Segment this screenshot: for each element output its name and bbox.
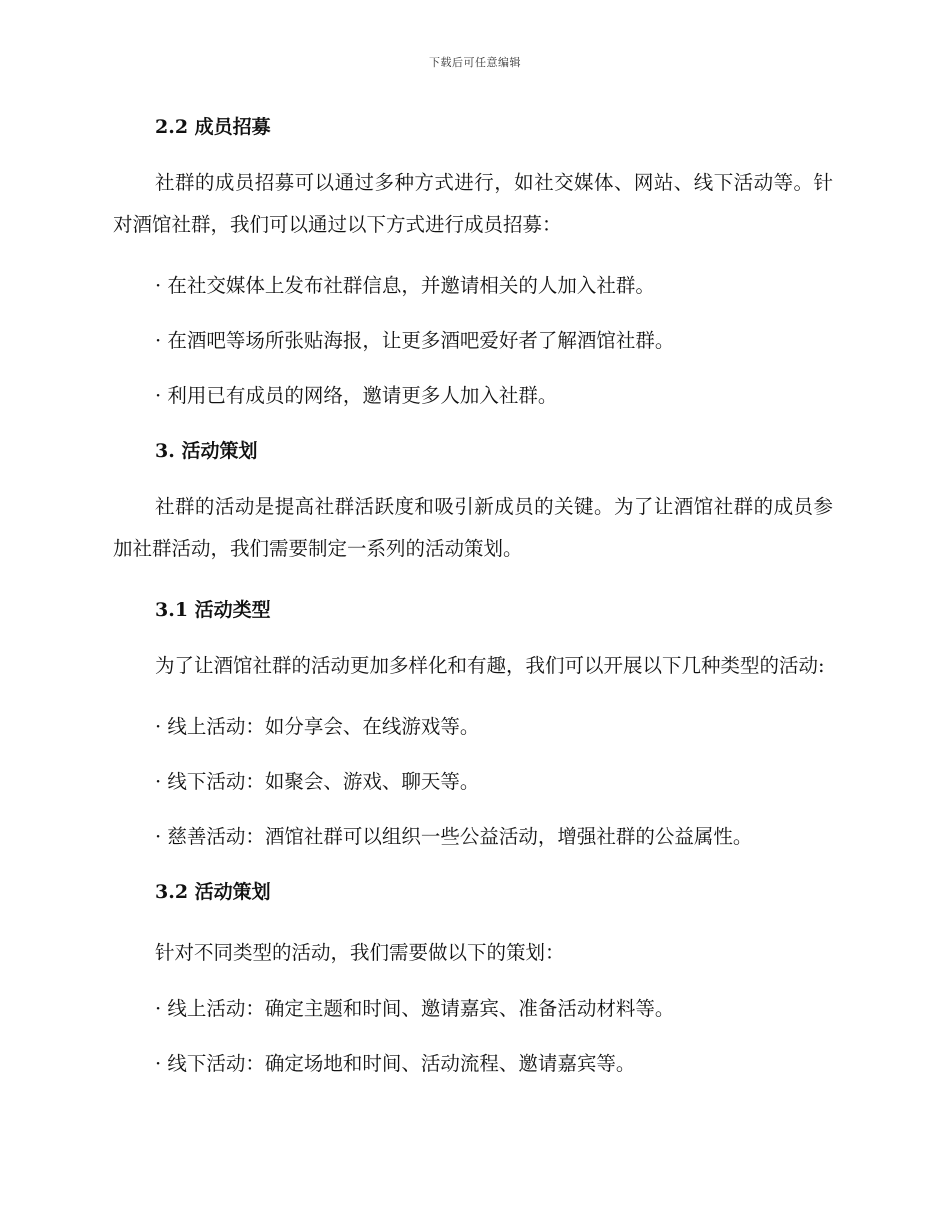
bullet-item: · 线下活动：确定场地和时间、活动流程、邀请嘉宾等。 (155, 1052, 636, 1075)
page-header-note: 下载后可任意编辑 (429, 56, 521, 69)
bullet-item: · 在酒吧等场所张贴海报，让更多酒吧爱好者了解酒馆社群。 (155, 329, 675, 352)
section-heading-3-2: 3.2 活动策划 (155, 881, 271, 903)
section-heading-2-2: 2.2 成员招募 (155, 116, 271, 138)
paragraph-activity-types: 为了让酒馆社群的活动更加多样化和有趣，我们可以开展以下几种类型的活动: (155, 654, 825, 677)
bullet-item: · 利用已有成员的网络，邀请更多人加入社群。 (155, 384, 558, 407)
bullet-item: · 在社交媒体上发布社群信息，并邀请相关的人加入社群。 (155, 274, 655, 297)
bullet-item: · 线上活动：如分享会、在线游戏等。 (155, 715, 480, 738)
bullet-item: · 线上活动：确定主题和时间、邀请嘉宾、准备活动材料等。 (155, 997, 675, 1020)
section-heading-3: 3. 活动策划 (155, 440, 258, 462)
section-heading-3-1: 3.1 活动类型 (155, 599, 271, 621)
paragraph-recruitment: 社群的成员招募可以通过多种方式进行，如社交媒体、网站、线下活动等。针对酒馆社群，我们可以通过以下方式进行成员招募： (113, 171, 833, 236)
bullet-item: · 慈善活动：酒馆社群可以组织一些公益活动，增强社群的公益属性。 (155, 825, 753, 848)
document-body (113, 112, 833, 1079)
paragraph-planning-details: 针对不同类型的活动，我们需要做以下的策划： (155, 941, 565, 964)
bullet-item: · 线下活动：如聚会、游戏、聊天等。 (155, 770, 480, 793)
paragraph-activity-planning: 社群的活动是提高社群活跃度和吸引新成员的关键。为了让酒馆社群的成员参加社群活动，我们需要制定一系列的活动策划。 (113, 495, 833, 560)
